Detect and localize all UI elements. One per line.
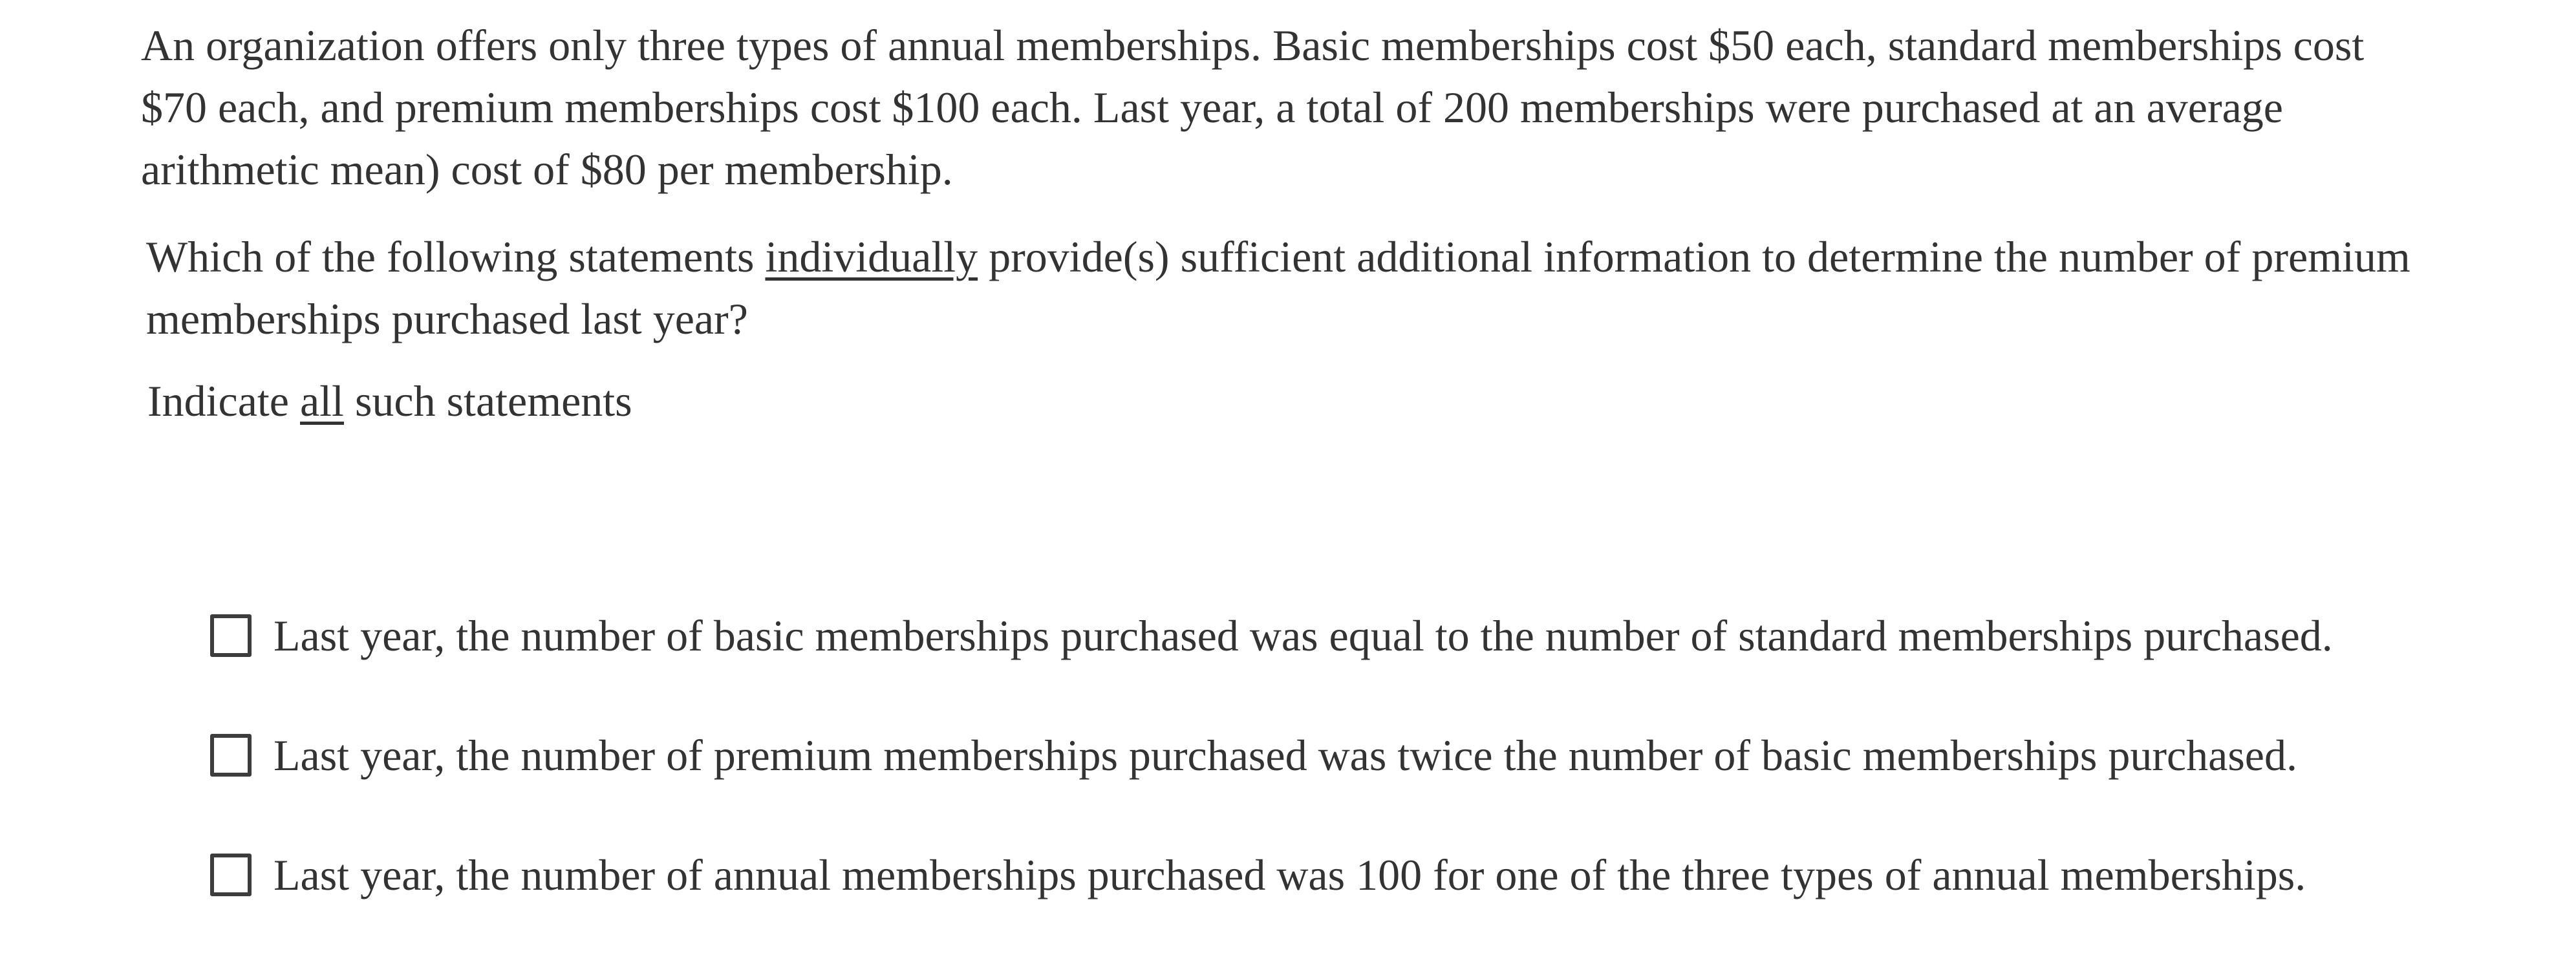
- prompt-line-2: $70 each, and premium memberships cost $100 each. Last year, a total of 200 memberships were purchased at an average: [141, 83, 2283, 132]
- stem-line-2: memberships purchased last year?: [146, 294, 748, 343]
- option-row-1[interactable]: [210, 605, 2576, 667]
- option-row-2[interactable]: [210, 724, 2576, 786]
- option-2-checkbox[interactable]: [210, 734, 252, 777]
- prompt-line-1: An organization offers only three types of annual memberships. Basic memberships cost $50 each, standard memberships cost: [141, 21, 2365, 70]
- underlined-word-all: all: [299, 376, 344, 425]
- question-stem: [141, 226, 2576, 350]
- stem-line-1: [146, 226, 2576, 288]
- instruction-text-after: such statements: [343, 376, 632, 425]
- indicate-instruction: [141, 370, 2576, 432]
- prompt-line-3: arithmetic mean) cost of $80 per membership.: [141, 145, 953, 194]
- option-row-3[interactable]: [210, 844, 2576, 906]
- option-3-checkbox[interactable]: [210, 854, 252, 896]
- underlined-word-individually: individually: [765, 232, 978, 281]
- options-list: [210, 605, 2576, 906]
- option-1-label: Last year, the number of basic memberships purchased was equal to the number of standard memberships purchased.: [274, 611, 2333, 660]
- instruction-line: [147, 370, 2576, 432]
- option-2-label: Last year, the number of premium memberships purchased was twice the number of basic memberships purchased.: [274, 731, 2297, 780]
- question-prompt: [141, 14, 2576, 200]
- option-1-checkbox[interactable]: [210, 614, 252, 657]
- option-3-label: Last year, the number of annual memberships purchased was 100 for one of the three types of annual memberships.: [274, 850, 2306, 899]
- stem-line-1-text-after: provide(s) sufficient additional information to determine the number of premium: [978, 232, 2410, 281]
- stem-line-1-text-before: Which of the following statements: [146, 232, 766, 281]
- instruction-text-before: Indicate: [147, 376, 300, 425]
